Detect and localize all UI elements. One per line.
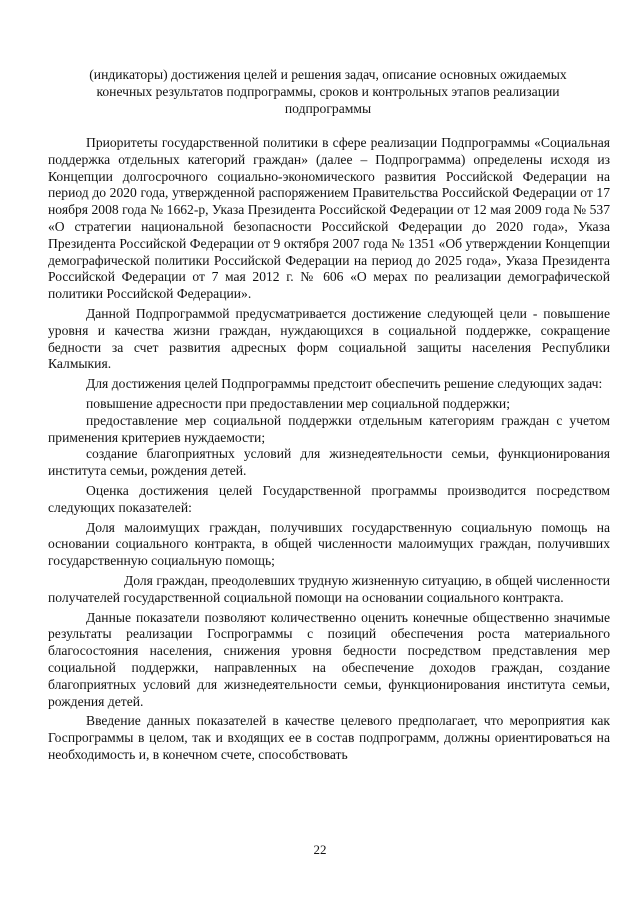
list-item-indicator-2: Доля граждан, преодолевших трудную жизненную ситуацию, в общей численности получателей государственной социальной помощи на основании социального контракта. xyxy=(48,572,610,605)
heading-line-1: (индикаторы) достижения целей и решения задач, описание основных ожидаемых xyxy=(89,67,567,82)
heading-line-2: конечных результатов подпрограммы, сроков и контрольных этапов реализации xyxy=(96,84,560,99)
section-heading xyxy=(48,66,608,117)
document-body xyxy=(48,135,610,764)
list-item-indicator-1: Доля малоимущих граждан, получивших государственную социальную помощь на основании социального контракта, в общей численности малоимущих граждан, получивших государственную социальную помощь; xyxy=(48,519,610,569)
heading-line-3: подпрограммы xyxy=(284,101,372,116)
paragraph-indicators-intro: Оценка достижения целей Государственной программы производится посредством следующих показателей: xyxy=(48,482,610,515)
list-item-task-2: предоставление мер социальной поддержки отдельным категориям граждан с учетом применения критериев нуждаемости; xyxy=(48,412,610,445)
list-item-task-1: повышение адресности при предоставлении мер социальной поддержки; xyxy=(86,395,510,411)
paragraph-target-introduction: Введение данных показателей в качестве целевого предполагает, что мероприятия как Госпрограммы в целом, так и входящих ее в состав подпрограмм, должны ориентироваться на необходимость и, в конечном счете, способствовать xyxy=(48,713,610,762)
paragraph-tasks-intro: Для достижения целей Подпрограммы предстоит обеспечить решение следующих задач: xyxy=(86,376,603,392)
paragraph-goal: Данной Подпрограммой предусматривается достижение следующей цели - повышение уровня и качества жизни граждан, нуждающихся в социальной поддержке, сокращение бедности за счет развития адресных форм социальной защиты населения Республики Калмыкия. xyxy=(48,305,610,372)
list-item-task-3: создание благоприятных условий для жизнедеятельности семьи, функционирования института семьи, рождения детей. xyxy=(48,446,610,479)
paragraph-priorities: Приоритеты государственной политики в сфере реализации Подпрограммы «Социальная поддержка отдельных категорий граждан» (далее – Подпрограмма) определены исходя из Концепции долгосрочного социально-экономического развития Российской Федерации на период до 2020 года, утвержденной распоряжением Правительства Российской Федерации от 17 ноября 2008 года № 1662-р, Указа Президента Российской Федерации от 12 мая 2009 года № 537 «О стратегии национальной безопасности Российской Федерации до 2020 года», Указа Президента Российской Федерации от 9 октября 2007 года № 1351 «Об утверждении Концепции демографической политики Российской Федерации на период до 2025 года», Указа Президента Российской Федерации от 7 мая 2012 г. № 606 «О мерах по реализации демографической политики Российской Федерации». xyxy=(48,135,610,302)
paragraph-indicator-value: Данные показатели позволяют количественно оценить конечные общественно значимые результаты реализации Госпрограммы с позиций обеспечения роста материального благосостояния населения, снижения уровня бедности посредством представления мер социальной поддержки, направленных на обеспечение доходов граждан, создание благоприятных условий для жизнедеятельности семьи, функционирования института семьи, рождения детей. xyxy=(48,609,610,709)
page-number: 22 xyxy=(313,842,327,857)
